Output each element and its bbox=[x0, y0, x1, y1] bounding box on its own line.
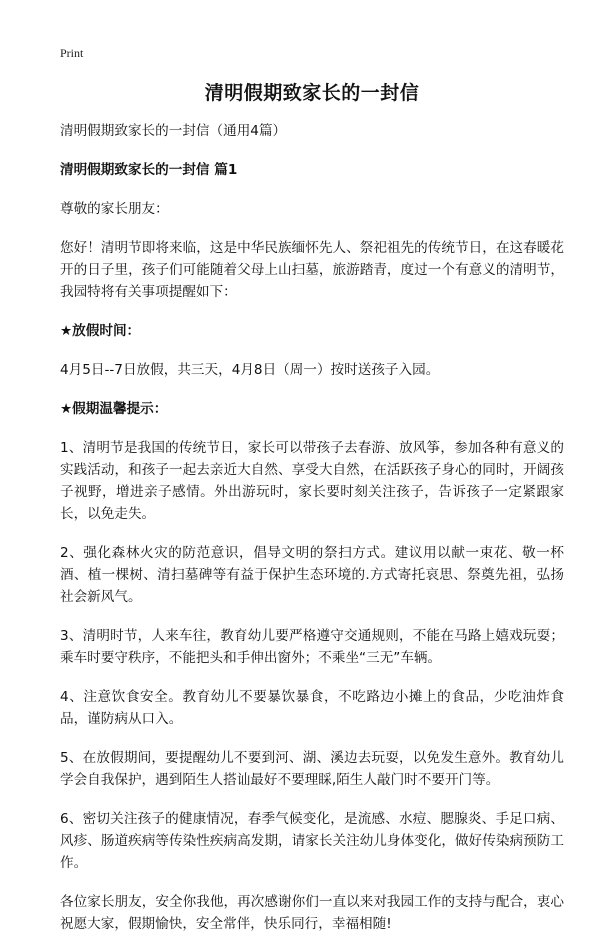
greeting-paragraph: 尊敬的家长朋友： bbox=[60, 201, 169, 217]
tip-item-1: 1、清明节是我国的传统节日，家长可以带孩子去春游、放风筝，参加各种有意义的实践活动，和孩子一起去亲近大自然、享受大自然，在活跃孩子身心的同时，开阔孩子视野，增进亲子感情。外出游玩时，家长要时刻关注孩子，告诉孩子一定紧跟家长，以免走失。 bbox=[60, 440, 564, 522]
tip-item-6: 6、密切关注孩子的健康情况，春季气候变化，是流感、水痘、腮腺炎、手足口病、风疹、肠道疾病等传染性疾病高发期，请家长关注幼儿身体变化，做好传染病预防工作。 bbox=[60, 811, 564, 871]
document-subtitle: 清明假期致家长的一封信（通用4篇） bbox=[60, 123, 287, 139]
holiday-paragraph: 4月5日--7日放假，共三天，4月8日（周一）按时送孩子入园。 bbox=[60, 362, 440, 378]
intro-paragraph: 您好！清明节即将来临，这是中华民族缅怀先人、祭祀祖先的传统节日，在这春暖花开的日子里，孩子们可能随着父母上山扫墓，旅游踏青，度过一个有意义的清明节，我园特将有关事项提醒如下： bbox=[60, 240, 564, 300]
document-body bbox=[60, 120, 564, 952]
page-title: 清明假期致家长的一封信 bbox=[204, 82, 420, 104]
tip-item-2: 2、强化森林火灾的防范意识，倡导文明的祭扫方式。建议用以献一束花、敬一杯酒、植一棵树、清扫墓碑等有益于保护生态环境的.方式寄托哀思、祭奠先祖，弘扬社会新风气。 bbox=[60, 545, 564, 605]
section-heading: 清明假期致家长的一封信 篇1 bbox=[60, 162, 238, 178]
tip-item-3: 3、清明时节，人来车往，教育幼儿要严格遵守交通规则，不能在马路上嬉戏玩耍；乘车时要守秩序，不能把头和手伸出窗外；不乘坐“三无”车辆。 bbox=[60, 628, 564, 666]
tip-item-5: 5、在放假期间，要提醒幼儿不要到河、湖、溪边去玩耍，以免发生意外。教育幼儿学会自我保护，遇到陌生人搭讪最好不要理睬,陌生人敲门时不要开门等。 bbox=[60, 750, 564, 788]
tip-item-4: 4、注意饮食安全。教育幼儿不要暴饮暴食，不吃路边小摊上的食品，少吃油炸食品，谨防病从口入。 bbox=[60, 689, 564, 727]
tips-heading: ★假期温馨提示： bbox=[60, 401, 168, 417]
holiday-heading: ★放假时间： bbox=[60, 323, 141, 339]
closing-paragraph: 各位家长朋友，安全你我他，再次感谢你们一直以来对我园工作的支持与配合，衷心祝愿大家，假期愉快，安全常伴，快乐同行，幸福相随! bbox=[60, 894, 564, 932]
print-link[interactable]: Print bbox=[60, 46, 84, 60]
